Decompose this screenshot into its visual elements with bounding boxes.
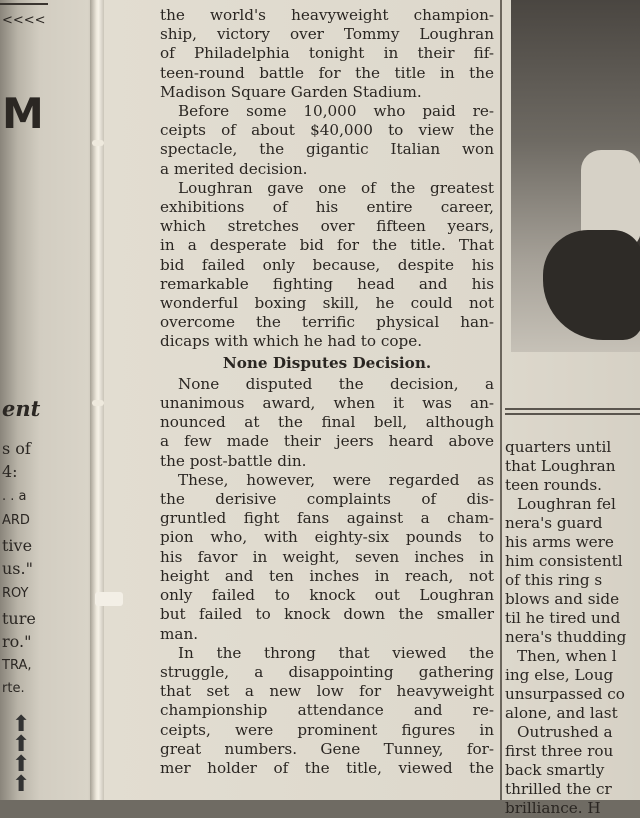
article-line: man. xyxy=(160,624,199,643)
article-line: which stretches over fifteen years, xyxy=(160,217,494,236)
article-subheading: None Disputes Decision. xyxy=(222,353,432,372)
adjacent-text-line: tive xyxy=(2,536,33,555)
article-line: exhibitions of his entire career, xyxy=(160,198,494,217)
article-paragraph xyxy=(160,471,494,644)
adjacent-text-line: ro." xyxy=(2,632,32,651)
article-line: great numbers. Gene Tunney, for- xyxy=(160,739,494,758)
article-line: ceipts of about $40,000 to view the xyxy=(160,121,494,140)
article-line: of Philadelphia tonight in their fif- xyxy=(160,44,494,63)
right-article-line: blows and side xyxy=(505,590,620,608)
adjacent-text-line: 4: xyxy=(2,462,18,481)
right-article-line: back smartly xyxy=(505,761,605,779)
article-line: in a desperate bid for the title. That xyxy=(160,236,494,255)
article-line: mer holder of the title, viewed the xyxy=(160,758,494,777)
adjacent-text-line: M xyxy=(2,89,44,138)
article-line: Before some 10,000 who paid re- xyxy=(178,102,494,121)
article-line: remarkable fighting head and his xyxy=(160,274,494,293)
right-article-line: of this ring s xyxy=(505,571,603,589)
adjacent-text-line: rte. xyxy=(2,681,25,696)
right-article-line: Then, when l xyxy=(517,647,617,665)
adjacent-page-strip xyxy=(0,0,88,800)
article-paragraph xyxy=(160,644,494,778)
article-paragraph xyxy=(160,6,494,102)
right-article-line: Outrushed a xyxy=(517,723,613,741)
adjacent-text-line: ent xyxy=(2,396,41,421)
right-article-line: alone, and last xyxy=(505,704,618,722)
article-line: a few made their jeers heard above xyxy=(160,432,494,451)
right-article-line: thrilled the cr xyxy=(505,780,612,798)
article-line: the derisive complaints of dis- xyxy=(160,490,494,509)
right-article-column xyxy=(505,438,640,818)
article-line: gruntled fight fans against a cham- xyxy=(160,509,494,528)
article-line: overcome the terrific physical han- xyxy=(160,313,494,332)
article-line: height and ten inches in reach, not xyxy=(160,566,494,585)
right-article-line: nera's guard xyxy=(505,514,603,532)
article-line: spectacle, the gigantic Italian won xyxy=(160,140,494,159)
column-top-rule xyxy=(0,3,48,5)
article-paragraph xyxy=(160,375,494,471)
right-article-line: first three rou xyxy=(505,742,614,760)
article-line: In the throng that viewed the xyxy=(178,643,494,662)
right-article-line: ing else, Loug xyxy=(505,666,614,684)
article-line: but failed to knock down the smaller xyxy=(160,605,494,624)
right-article-line: til he tired und xyxy=(505,609,621,627)
article-line: a merited decision. xyxy=(160,159,308,178)
adjacent-text-line: <<<< xyxy=(2,13,46,28)
article-line: his favor in weight, seven inches in xyxy=(160,547,494,566)
article-line: nounced at the final bell, although xyxy=(160,413,494,432)
article-column xyxy=(160,6,494,778)
adjacent-text-line: TRA, xyxy=(2,658,32,673)
right-article-line: brilliance. H xyxy=(505,799,601,817)
article-line: only failed to knock out Loughran xyxy=(160,586,494,605)
adjacent-text-line: ture xyxy=(2,609,36,628)
article-line: wonderful boxing skill, he could not xyxy=(160,294,494,313)
adjacent-text-line: us." xyxy=(2,559,33,578)
article-line: teen-round battle for the title in the xyxy=(160,63,494,82)
article-line: ceipts, were prominent figures in xyxy=(160,720,494,739)
article-paragraph xyxy=(160,102,494,179)
right-article-line: him consistentl xyxy=(505,552,623,570)
article-line: bid failed only because, despite his xyxy=(160,255,494,274)
right-article-line: quarters until xyxy=(505,438,612,456)
right-article-line: his arms were xyxy=(505,533,614,551)
right-article-line: that Loughran xyxy=(505,457,616,475)
section-rule xyxy=(505,408,640,418)
article-line: that set a new low for heavyweight xyxy=(160,682,494,701)
column-divider xyxy=(500,0,502,800)
article-line: None disputed the decision, a xyxy=(178,374,494,393)
adjacent-text-line: ARD xyxy=(2,513,30,528)
article-line: the world's heavyweight champion- xyxy=(160,6,494,24)
article-line: These, however, were regarded as xyxy=(178,470,494,489)
crease-tear xyxy=(92,140,104,146)
right-article-line: nera's thudding xyxy=(505,628,627,646)
article-line: ship, victory over Tommy Loughran xyxy=(160,25,494,44)
article-line: Loughran gave one of the greatest xyxy=(178,178,494,197)
boxing-shoe-icon xyxy=(543,230,640,340)
crease-tear xyxy=(95,592,123,606)
right-article-line: Loughran fel xyxy=(517,495,616,513)
article-line: Madison Square Garden Stadium. xyxy=(160,82,422,101)
right-article-line: teen rounds. xyxy=(505,476,602,494)
article-line: pion who, with eighty-six pounds to xyxy=(160,528,494,547)
article-line: dicaps with which he had to cope. xyxy=(160,332,423,351)
article-paragraph xyxy=(160,179,494,352)
adjacent-text-line: ROY xyxy=(2,586,29,601)
article-line: championship attendance and re- xyxy=(160,701,494,720)
right-article-line: unsurpassed co xyxy=(505,685,625,703)
boxer-photo xyxy=(511,0,640,352)
article-line: struggle, a disappointing gathering xyxy=(160,662,494,681)
arrow-ornament-icon: ⬆ ⬆ ⬆ ⬆ xyxy=(12,712,31,797)
crease-tear xyxy=(92,400,104,406)
article-line: the post-battle din. xyxy=(160,451,307,470)
article-line: unanimous award, when it was an- xyxy=(160,394,494,413)
adjacent-text-line: s of xyxy=(2,439,31,458)
adjacent-text-line: . . a xyxy=(2,489,27,504)
